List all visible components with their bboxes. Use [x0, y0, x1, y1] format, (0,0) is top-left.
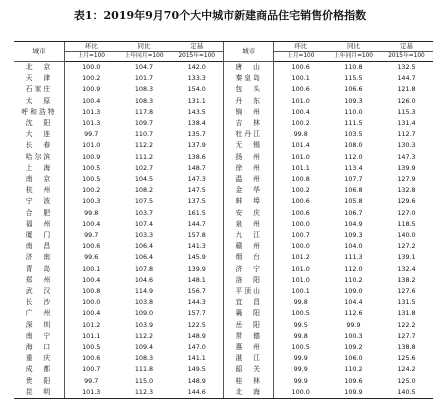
city-name-cell: 牡丹江	[223, 129, 273, 140]
city-name-cell: 南 昌	[14, 241, 64, 252]
mom-value-cell: 99.8	[293, 298, 308, 307]
fixed-value-cell: 149.5	[187, 365, 206, 374]
city-name-cell: 吉 林	[223, 118, 273, 129]
mom-header-right: 环比	[274, 42, 327, 52]
city-name-cell: 重 庆	[14, 353, 64, 364]
yoy-value-cell: 103.5	[344, 130, 363, 139]
fixed-value-cell: 142.0	[187, 63, 206, 71]
mom-value-cell: 100.2	[82, 186, 101, 195]
mom-value-cell: 100.2	[291, 186, 310, 195]
table-row	[14, 118, 433, 129]
yoy-value-cell: 109.6	[344, 376, 363, 385]
fixed-value-cell: 133.3	[187, 74, 206, 83]
yoy-value-cell: 114.9	[134, 287, 154, 296]
mom-base-right: 上月=100	[274, 52, 327, 62]
yoy-value-cell: 108.3	[134, 85, 154, 94]
city-name-cell: 南 京	[14, 174, 64, 185]
yoy-value-cell: 104.0	[344, 242, 363, 251]
table-row	[14, 230, 433, 241]
city-name-cell: 丹 东	[223, 96, 273, 107]
fixed-value-cell: 125.0	[397, 376, 416, 385]
fixed-header-left: 定基	[170, 42, 223, 52]
fixed-value-cell: 144.7	[187, 219, 206, 228]
mom-value-cell: 99.9	[293, 376, 308, 385]
yoy-value-cell: 104.6	[134, 275, 154, 284]
mom-value-cell: 100.1	[291, 287, 310, 296]
yoy-value-cell: 112.0	[344, 152, 363, 161]
city-header-left: 城市	[14, 42, 64, 62]
fixed-value-cell: 132.4	[397, 264, 416, 273]
table-row	[14, 174, 433, 185]
fixed-value-cell: 118.5	[397, 219, 416, 228]
city-name-cell: 常 德	[223, 331, 273, 342]
city-name-cell: 济 宁	[223, 264, 273, 275]
yoy-value-cell: 112.3	[117, 387, 170, 399]
city-name-cell: 湛 江	[223, 353, 273, 364]
yoy-value-cell: 110.7	[134, 130, 154, 139]
fixed-value-cell: 156.7	[187, 287, 206, 296]
yoy-value-cell: 109.2	[344, 343, 363, 352]
fixed-value-cell: 147.0	[187, 343, 206, 352]
table-row	[14, 264, 433, 275]
city-name-cell: 平顶山	[223, 286, 273, 297]
yoy-value-cell: 108.3	[134, 96, 154, 105]
yoy-value-cell: 117.8	[134, 107, 154, 116]
mom-value-cell: 101.0	[291, 275, 310, 284]
table-row	[14, 152, 433, 163]
yoy-value-cell: 104.4	[344, 298, 363, 307]
mom-value-cell: 101.4	[291, 141, 310, 150]
yoy-value-cell: 111.8	[134, 365, 154, 374]
city-name-cell: 惠 州	[223, 342, 273, 353]
city-name-cell: 上 海	[14, 163, 64, 174]
mom-value-cell: 100.6	[291, 85, 310, 94]
city-name-cell: 深 圳	[14, 320, 64, 331]
fixed-base-right: 2015年=100	[380, 52, 433, 62]
mom-base-left: 上月=100	[64, 52, 117, 62]
fixed-value-cell: 161.5	[187, 208, 206, 217]
fixed-value-cell: 131.1	[187, 96, 206, 105]
yoy-value-cell: 113.4	[344, 163, 363, 172]
yoy-value-cell: 107.4	[134, 219, 154, 228]
fixed-value-cell: 144.7	[397, 74, 416, 83]
city-name-cell: 襄 阳	[223, 308, 273, 319]
city-name-cell: 海 口	[14, 342, 64, 353]
yoy-value-cell: 111.3	[344, 253, 363, 262]
yoy-value-cell: 106.7	[344, 208, 363, 217]
mom-value-cell: 99.8	[293, 130, 308, 139]
city-name-cell: 郑 州	[14, 275, 64, 286]
fixed-value-cell: 139.9	[187, 264, 206, 273]
yoy-value-cell: 112.2	[134, 331, 154, 340]
fixed-value-cell: 140.0	[397, 231, 416, 240]
yoy-value-cell: 110.0	[344, 107, 363, 116]
fixed-value-cell: 148.9	[187, 331, 206, 340]
mom-value-cell: 100.3	[82, 197, 101, 206]
table-row	[14, 297, 433, 308]
mom-value-cell: 100.2	[291, 119, 310, 128]
yoy-value-cell: 109.7	[134, 119, 154, 128]
fixed-value-cell: 148.7	[187, 163, 206, 172]
mom-value-cell: 99.7	[84, 130, 99, 139]
city-name-cell: 呼和浩特	[14, 107, 64, 118]
mom-value-cell: 100.6	[291, 63, 310, 71]
city-name-cell: 韶 关	[223, 364, 273, 375]
city-name-cell: 包 头	[223, 84, 273, 95]
city-name-cell: 烟 台	[223, 252, 273, 263]
fixed-value-cell: 139.9	[397, 163, 416, 172]
fixed-value-cell: 138.4	[187, 119, 206, 128]
city-name-cell: 金 华	[223, 185, 273, 196]
fixed-value-cell: 138.2	[397, 275, 416, 284]
yoy-value-cell: 102.7	[134, 163, 154, 172]
yoy-value-cell: 106.4	[134, 242, 154, 251]
fixed-value-cell: 157.8	[187, 231, 206, 240]
table-row	[14, 163, 433, 174]
mom-value-cell: 100.5	[291, 343, 310, 352]
city-name-cell: 长 春	[14, 140, 64, 151]
city-name-cell: 福 州	[14, 219, 64, 230]
fixed-value-cell: 144.3	[187, 298, 206, 307]
mom-value-cell: 100.1	[291, 74, 310, 83]
mom-value-cell: 101.1	[82, 331, 101, 340]
fixed-value-cell: 122.2	[397, 320, 416, 329]
mom-value-cell: 100.0	[274, 387, 327, 399]
city-name-cell: 唐 山	[223, 62, 273, 74]
table-row	[14, 342, 433, 353]
city-name-cell: 温 州	[223, 174, 273, 185]
city-name-cell: 洛 阳	[223, 275, 273, 286]
fixed-value-cell: 144.6	[170, 387, 223, 399]
mom-value-cell: 101.0	[291, 264, 310, 273]
fixed-value-cell: 122.5	[187, 320, 206, 329]
city-name-cell: 哈尔滨	[14, 152, 64, 163]
mom-value-cell: 100.7	[291, 231, 310, 240]
fixed-value-cell: 127.2	[397, 242, 416, 251]
table-row	[14, 353, 433, 364]
mom-value-cell: 101.3	[82, 107, 101, 116]
city-name-cell: 南 宁	[14, 331, 64, 342]
mom-value-cell: 100.6	[82, 242, 101, 251]
table-row	[14, 331, 433, 342]
mom-value-cell: 100.5	[291, 309, 310, 318]
table-header	[14, 42, 433, 62]
table-row	[14, 129, 433, 140]
mom-value-cell: 99.7	[84, 231, 99, 240]
mom-value-cell: 101.0	[291, 96, 310, 105]
mom-value-cell: 100.4	[82, 275, 101, 284]
mom-value-cell: 101.1	[291, 163, 310, 172]
yoy-value-cell: 111.5	[344, 119, 363, 128]
fixed-value-cell: 127.9	[397, 175, 416, 184]
table-row	[14, 308, 433, 319]
mom-value-cell: 101.2	[82, 320, 101, 329]
city-name-cell: 北 京	[14, 62, 64, 74]
yoy-value-cell: 112.2	[134, 141, 154, 150]
mom-value-cell: 100.0	[82, 298, 101, 307]
mom-value-cell: 99.8	[84, 208, 99, 217]
mom-value-cell: 101.2	[291, 253, 310, 262]
fixed-value-cell: 131.5	[397, 298, 416, 307]
yoy-value-cell: 104.9	[344, 219, 363, 228]
yoy-value-cell: 109.0	[134, 309, 154, 318]
mom-value-cell: 101.0	[82, 141, 101, 150]
fixed-value-cell: 148.1	[187, 275, 206, 284]
city-name-cell: 贵 阳	[14, 376, 64, 387]
yoy-value-cell: 109.3	[344, 96, 363, 105]
fixed-base-left: 2015年=100	[170, 52, 223, 62]
mom-value-cell: 100.0	[291, 242, 310, 251]
city-name-cell: 赣 州	[223, 241, 273, 252]
mom-value-cell: 100.6	[291, 197, 310, 206]
city-name-cell: 大 连	[14, 129, 64, 140]
city-name-cell: 沈 阳	[14, 118, 64, 129]
yoy-value-cell: 109.9	[327, 387, 380, 399]
yoy-header-right: 同比	[327, 42, 380, 52]
city-name-cell: 北 海	[223, 387, 273, 399]
city-name-cell: 合 肥	[14, 208, 64, 219]
fixed-value-cell: 137.5	[187, 197, 206, 206]
fixed-value-cell: 115.3	[397, 107, 416, 116]
mom-value-cell: 101.3	[64, 387, 117, 399]
mom-value-cell: 100.8	[291, 175, 310, 184]
table-body	[14, 62, 433, 399]
fixed-value-cell: 145.9	[187, 253, 206, 262]
mom-value-cell: 100.4	[82, 309, 101, 318]
yoy-base-left: 上年同月=100	[117, 52, 170, 62]
table-row	[14, 208, 433, 219]
fixed-value-cell: 121.8	[397, 85, 416, 94]
yoy-value-cell: 109.3	[344, 231, 363, 240]
yoy-value-cell: 103.7	[134, 208, 154, 217]
city-name-cell: 安 庆	[223, 208, 273, 219]
yoy-value-cell: 101.7	[134, 74, 154, 83]
mom-value-cell: 99.9	[293, 354, 308, 363]
mom-value-cell: 100.5	[82, 175, 101, 184]
mom-value-cell: 101.0	[291, 152, 310, 161]
fixed-value-cell: 139.1	[397, 253, 416, 262]
mom-value-cell: 100.7	[82, 365, 101, 374]
fixed-value-cell: 124.2	[397, 365, 416, 374]
city-name-cell: 宜 昌	[223, 297, 273, 308]
fixed-value-cell: 147.5	[187, 186, 206, 195]
mom-value-cell: 100.5	[82, 343, 101, 352]
fixed-value-cell: 132.5	[397, 63, 416, 71]
table-row	[14, 185, 433, 196]
city-name-cell: 宁 波	[14, 196, 64, 207]
yoy-value-cell: 110.2	[344, 275, 363, 284]
table-row	[14, 387, 433, 399]
city-name-cell: 杭 州	[14, 185, 64, 196]
table-row	[14, 196, 433, 207]
table-row	[14, 320, 433, 331]
yoy-value-cell: 111.2	[134, 152, 154, 161]
city-name-cell: 青 岛	[14, 264, 64, 275]
city-name-cell: 济 南	[14, 252, 64, 263]
fixed-value-cell: 138.6	[187, 152, 206, 161]
fixed-value-cell: 127.6	[397, 287, 416, 296]
city-name-cell: 厦 门	[14, 230, 64, 241]
yoy-value-cell: 115.0	[134, 376, 154, 385]
fixed-value-cell: 147.3	[187, 175, 206, 184]
city-name-cell: 蚌 埠	[223, 196, 273, 207]
yoy-value-cell: 106.4	[134, 253, 154, 262]
yoy-value-cell: 108.3	[134, 354, 154, 363]
yoy-value-cell: 106.0	[344, 354, 363, 363]
table-row	[14, 219, 433, 230]
yoy-value-cell: 110.8	[344, 63, 363, 71]
fixed-value-cell: 127.7	[397, 331, 416, 340]
table-title: 表1：2019年9月70个大中城市新建商品住宅销售价格指数	[73, 9, 367, 22]
fixed-value-cell: 143.5	[187, 107, 206, 116]
yoy-header-left: 同比	[117, 42, 170, 52]
table-row	[14, 364, 433, 375]
mom-value-cell: 99.5	[293, 320, 308, 329]
fixed-header-right: 定基	[380, 42, 433, 52]
mom-value-cell: 101.3	[82, 119, 101, 128]
mom-value-cell: 100.4	[291, 107, 310, 116]
fixed-value-cell: 154.0	[187, 85, 206, 94]
yoy-value-cell: 108.0	[344, 141, 363, 150]
yoy-value-cell: 99.9	[346, 320, 361, 329]
fixed-value-cell: 138.8	[397, 343, 416, 352]
fixed-value-cell: 157.7	[187, 309, 206, 318]
table-row	[14, 84, 433, 95]
yoy-value-cell: 106.6	[344, 85, 363, 94]
fixed-value-cell: 141.1	[187, 354, 206, 363]
mom-value-cell: 100.5	[82, 163, 101, 172]
city-name-cell: 天 津	[14, 73, 64, 84]
fixed-value-cell: 135.7	[187, 130, 206, 139]
city-name-cell: 昆 明	[14, 387, 64, 399]
city-name-cell: 九 江	[223, 230, 273, 241]
yoy-value-cell: 109.0	[344, 287, 363, 296]
fixed-value-cell: 130.3	[397, 141, 416, 150]
yoy-value-cell: 107.5	[134, 197, 154, 206]
fixed-value-cell: 125.6	[397, 354, 416, 363]
city-header-right: 城市	[223, 42, 273, 62]
city-name-cell: 武 汉	[14, 286, 64, 297]
yoy-value-cell: 104.7	[134, 63, 154, 71]
yoy-value-cell: 100.3	[344, 331, 363, 340]
fixed-value-cell: 140.5	[380, 387, 433, 399]
yoy-value-cell: 112.0	[344, 264, 363, 273]
yoy-value-cell: 105.8	[344, 197, 363, 206]
fixed-value-cell: 112.7	[397, 130, 416, 139]
fixed-value-cell: 147.3	[397, 152, 416, 161]
city-name-cell: 长 沙	[14, 297, 64, 308]
fixed-value-cell: 126.0	[397, 96, 416, 105]
fixed-value-cell: 148.9	[187, 376, 206, 385]
mom-value-cell: 99.8	[293, 331, 308, 340]
table-row	[14, 275, 433, 286]
fixed-value-cell: 129.6	[397, 197, 416, 206]
fixed-value-cell: 127.0	[397, 208, 416, 217]
table-row	[14, 140, 433, 151]
city-name-cell: 太 原	[14, 96, 64, 107]
mom-value-cell: 100.6	[82, 354, 101, 363]
price-index-table	[14, 42, 433, 399]
yoy-value-cell: 112.6	[344, 309, 363, 318]
city-name-cell: 锦 州	[223, 107, 273, 118]
table-row	[14, 96, 433, 107]
fixed-value-cell: 131.4	[397, 119, 416, 128]
mom-value-cell: 99.9	[293, 365, 308, 374]
city-name-cell: 石家庄	[14, 84, 64, 95]
yoy-value-cell: 110.2	[344, 365, 363, 374]
mom-value-cell: 100.9	[82, 85, 101, 94]
city-name-cell: 扬 州	[223, 152, 273, 163]
yoy-value-cell: 103.9	[134, 320, 154, 329]
yoy-value-cell: 103.3	[134, 231, 154, 240]
fixed-value-cell: 131.8	[397, 309, 416, 318]
yoy-value-cell: 109.4	[134, 343, 154, 352]
mom-value-cell: 100.4	[82, 96, 101, 105]
table-row	[14, 376, 433, 387]
fixed-value-cell: 132.8	[397, 186, 416, 195]
city-name-cell: 广 州	[14, 308, 64, 319]
city-name-cell: 徐 州	[223, 163, 273, 174]
mom-value-cell: 99.7	[84, 376, 99, 385]
fixed-value-cell: 137.9	[187, 141, 206, 150]
table-row	[14, 62, 433, 74]
fixed-value-cell: 141.3	[187, 242, 206, 251]
city-name-cell: 泉 州	[223, 219, 273, 230]
yoy-value-cell: 103.8	[134, 298, 154, 307]
city-name-cell: 桂 林	[223, 376, 273, 387]
city-name-cell: 秦皇岛	[223, 73, 273, 84]
table-row	[14, 286, 433, 297]
table-row	[14, 73, 433, 84]
table-row	[14, 107, 433, 118]
yoy-value-cell: 115.5	[344, 74, 363, 83]
mom-value-cell: 100.0	[291, 219, 310, 228]
mom-value-cell: 100.6	[291, 208, 310, 217]
yoy-base-right: 上年同月=100	[327, 52, 380, 62]
table-row	[14, 241, 433, 252]
city-name-cell: 成 都	[14, 364, 64, 375]
mom-value-cell: 100.2	[82, 74, 101, 83]
city-name-cell: 无 锡	[223, 140, 273, 151]
mom-value-cell: 100.8	[82, 287, 101, 296]
city-name-cell: 岳 阳	[223, 320, 273, 331]
yoy-value-cell: 104.5	[134, 175, 154, 184]
yoy-value-cell: 108.2	[134, 186, 154, 195]
mom-header-left: 环比	[64, 42, 117, 52]
mom-value-cell: 100.9	[82, 152, 101, 161]
price-index-table-wrap	[14, 41, 433, 399]
yoy-value-cell: 107.7	[344, 175, 363, 184]
mom-value-cell: 100.1	[82, 264, 101, 273]
yoy-value-cell: 106.8	[344, 186, 363, 195]
mom-value-cell: 99.6	[84, 253, 99, 262]
mom-value-cell: 100.4	[82, 219, 101, 228]
yoy-value-cell: 107.8	[134, 264, 154, 273]
table-row	[14, 252, 433, 263]
mom-value-cell: 100.0	[82, 63, 101, 71]
